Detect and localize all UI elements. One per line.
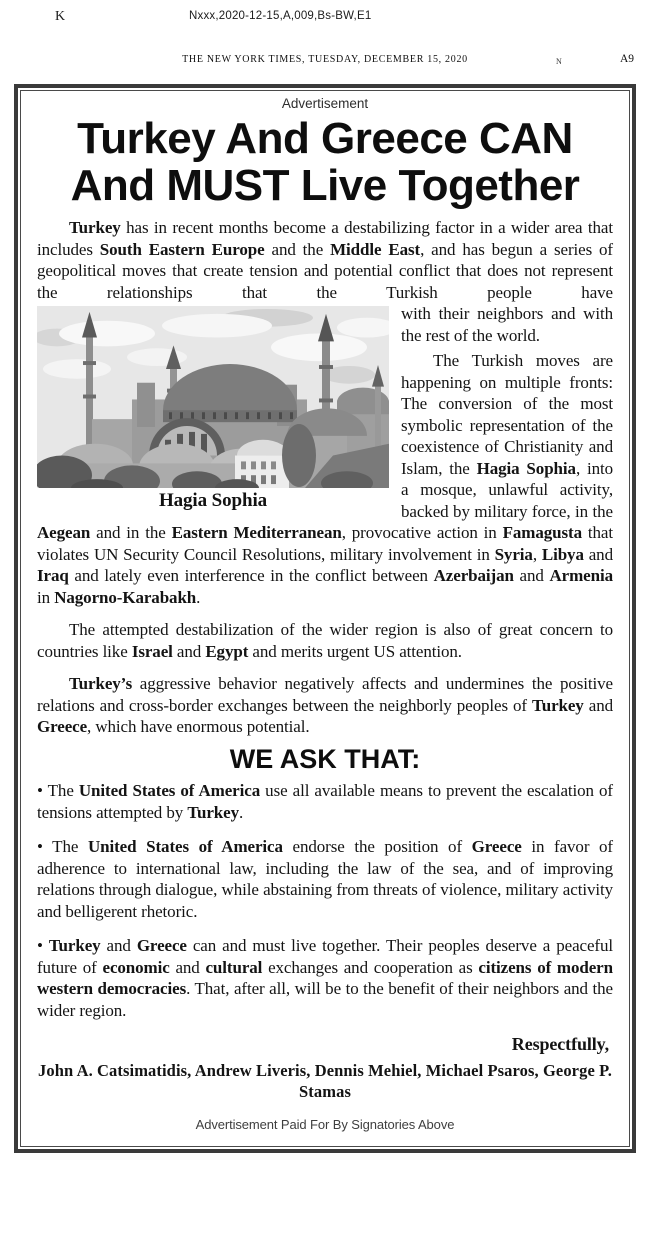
print-slug: Nxxx,2020-12-15,A,009,Bs-BW,E1 xyxy=(189,10,372,22)
intro-paragraph: Turkey has in recent months become a destabilizing factor in a wider area that includes South Eastern Europe and the Middle East, and has begun a series of geopolitical moves that create tension and potential conflict that does not represent the relationships that the Turkish people have xyxy=(37,218,613,302)
dateline: THE NEW YORK TIMES, TUESDAY, DECEMBER 15, 2020 xyxy=(182,54,468,65)
signoff: Respectfully, xyxy=(511,1034,609,1054)
destabilization-paragraph: The attempted destabilization of the wider region is also of great concern to countries like Israel and Egypt and merits urgent US attention. xyxy=(37,620,613,661)
advertisement-label: Advertisement xyxy=(281,96,369,111)
we-ask-heading: WE ASK THAT: xyxy=(229,743,421,774)
edition-mark: K xyxy=(55,9,66,24)
ad-content xyxy=(20,90,630,1147)
signatories: John A. Catsimatidis, Andrew Liveris, Dennis Mehiel, Michael Psaros, George P. Stamas xyxy=(38,1060,612,1101)
bullet-us-endorse: • The United States of America endorse the position of Greece in favor of adherence to international law, including the law of the sea, and of improving relations through dialogue, while abstaining from threats of violence, military activity and belligerent rhetoric. xyxy=(37,837,613,921)
hagia-sophia-figure xyxy=(37,306,389,512)
headline-line2: And MUST Live Together xyxy=(70,161,580,210)
ad-border xyxy=(14,84,636,1153)
edition-letter: N xyxy=(556,57,562,66)
turkish-moves-paragraph: The Turkish moves are happening on multiple fronts: The conversion of the most symbolic representation of the coexistence of Christianity and Islam, the Hagia Sophia, into a mosque, unlawful activity, backed by military force, in the Aegean and in the Eastern Mediterranean, provocative action in Famagusta that violates UN Security Council Resolutions, military involvement in Syria, Libya and Iraq and lately even interference in the conflict between Azerbaijan and Armenia in Nagorno-Karabakh. xyxy=(37,351,614,607)
photo-caption: Hagia Sophia xyxy=(158,490,268,511)
bullet-us-prevent: • The United States of America use all available means to prevent the escalation of tensions attempted by Turkey. xyxy=(37,781,613,822)
ad-body xyxy=(37,217,613,1138)
masthead xyxy=(0,0,650,84)
headline-line1: Turkey And Greece CAN xyxy=(77,114,573,163)
hagia-sophia-photo xyxy=(37,306,389,488)
paid-for-note: Advertisement Paid For By Signatories Above xyxy=(195,1116,455,1132)
headline xyxy=(37,115,613,209)
aggressive-behavior-paragraph: Turkey’s aggressive behavior negatively affects and undermines the positive relations and cross-border exchanges between the neighborly peoples of Turkey and Greece, which have enormous potential. xyxy=(37,674,613,736)
page-number: A9 xyxy=(619,53,634,65)
intro-paragraph-wrap: with their neighbors and with the rest of the world. xyxy=(401,304,613,345)
bullet-live-together: • Turkey and Greece can and must live together. Their peoples deserve a peaceful future of economic and cultural exchanges and cooperation as citizens of modern western democracies. That, after all, will be to the benefit of their neighbors and the wider region. xyxy=(37,936,613,1020)
